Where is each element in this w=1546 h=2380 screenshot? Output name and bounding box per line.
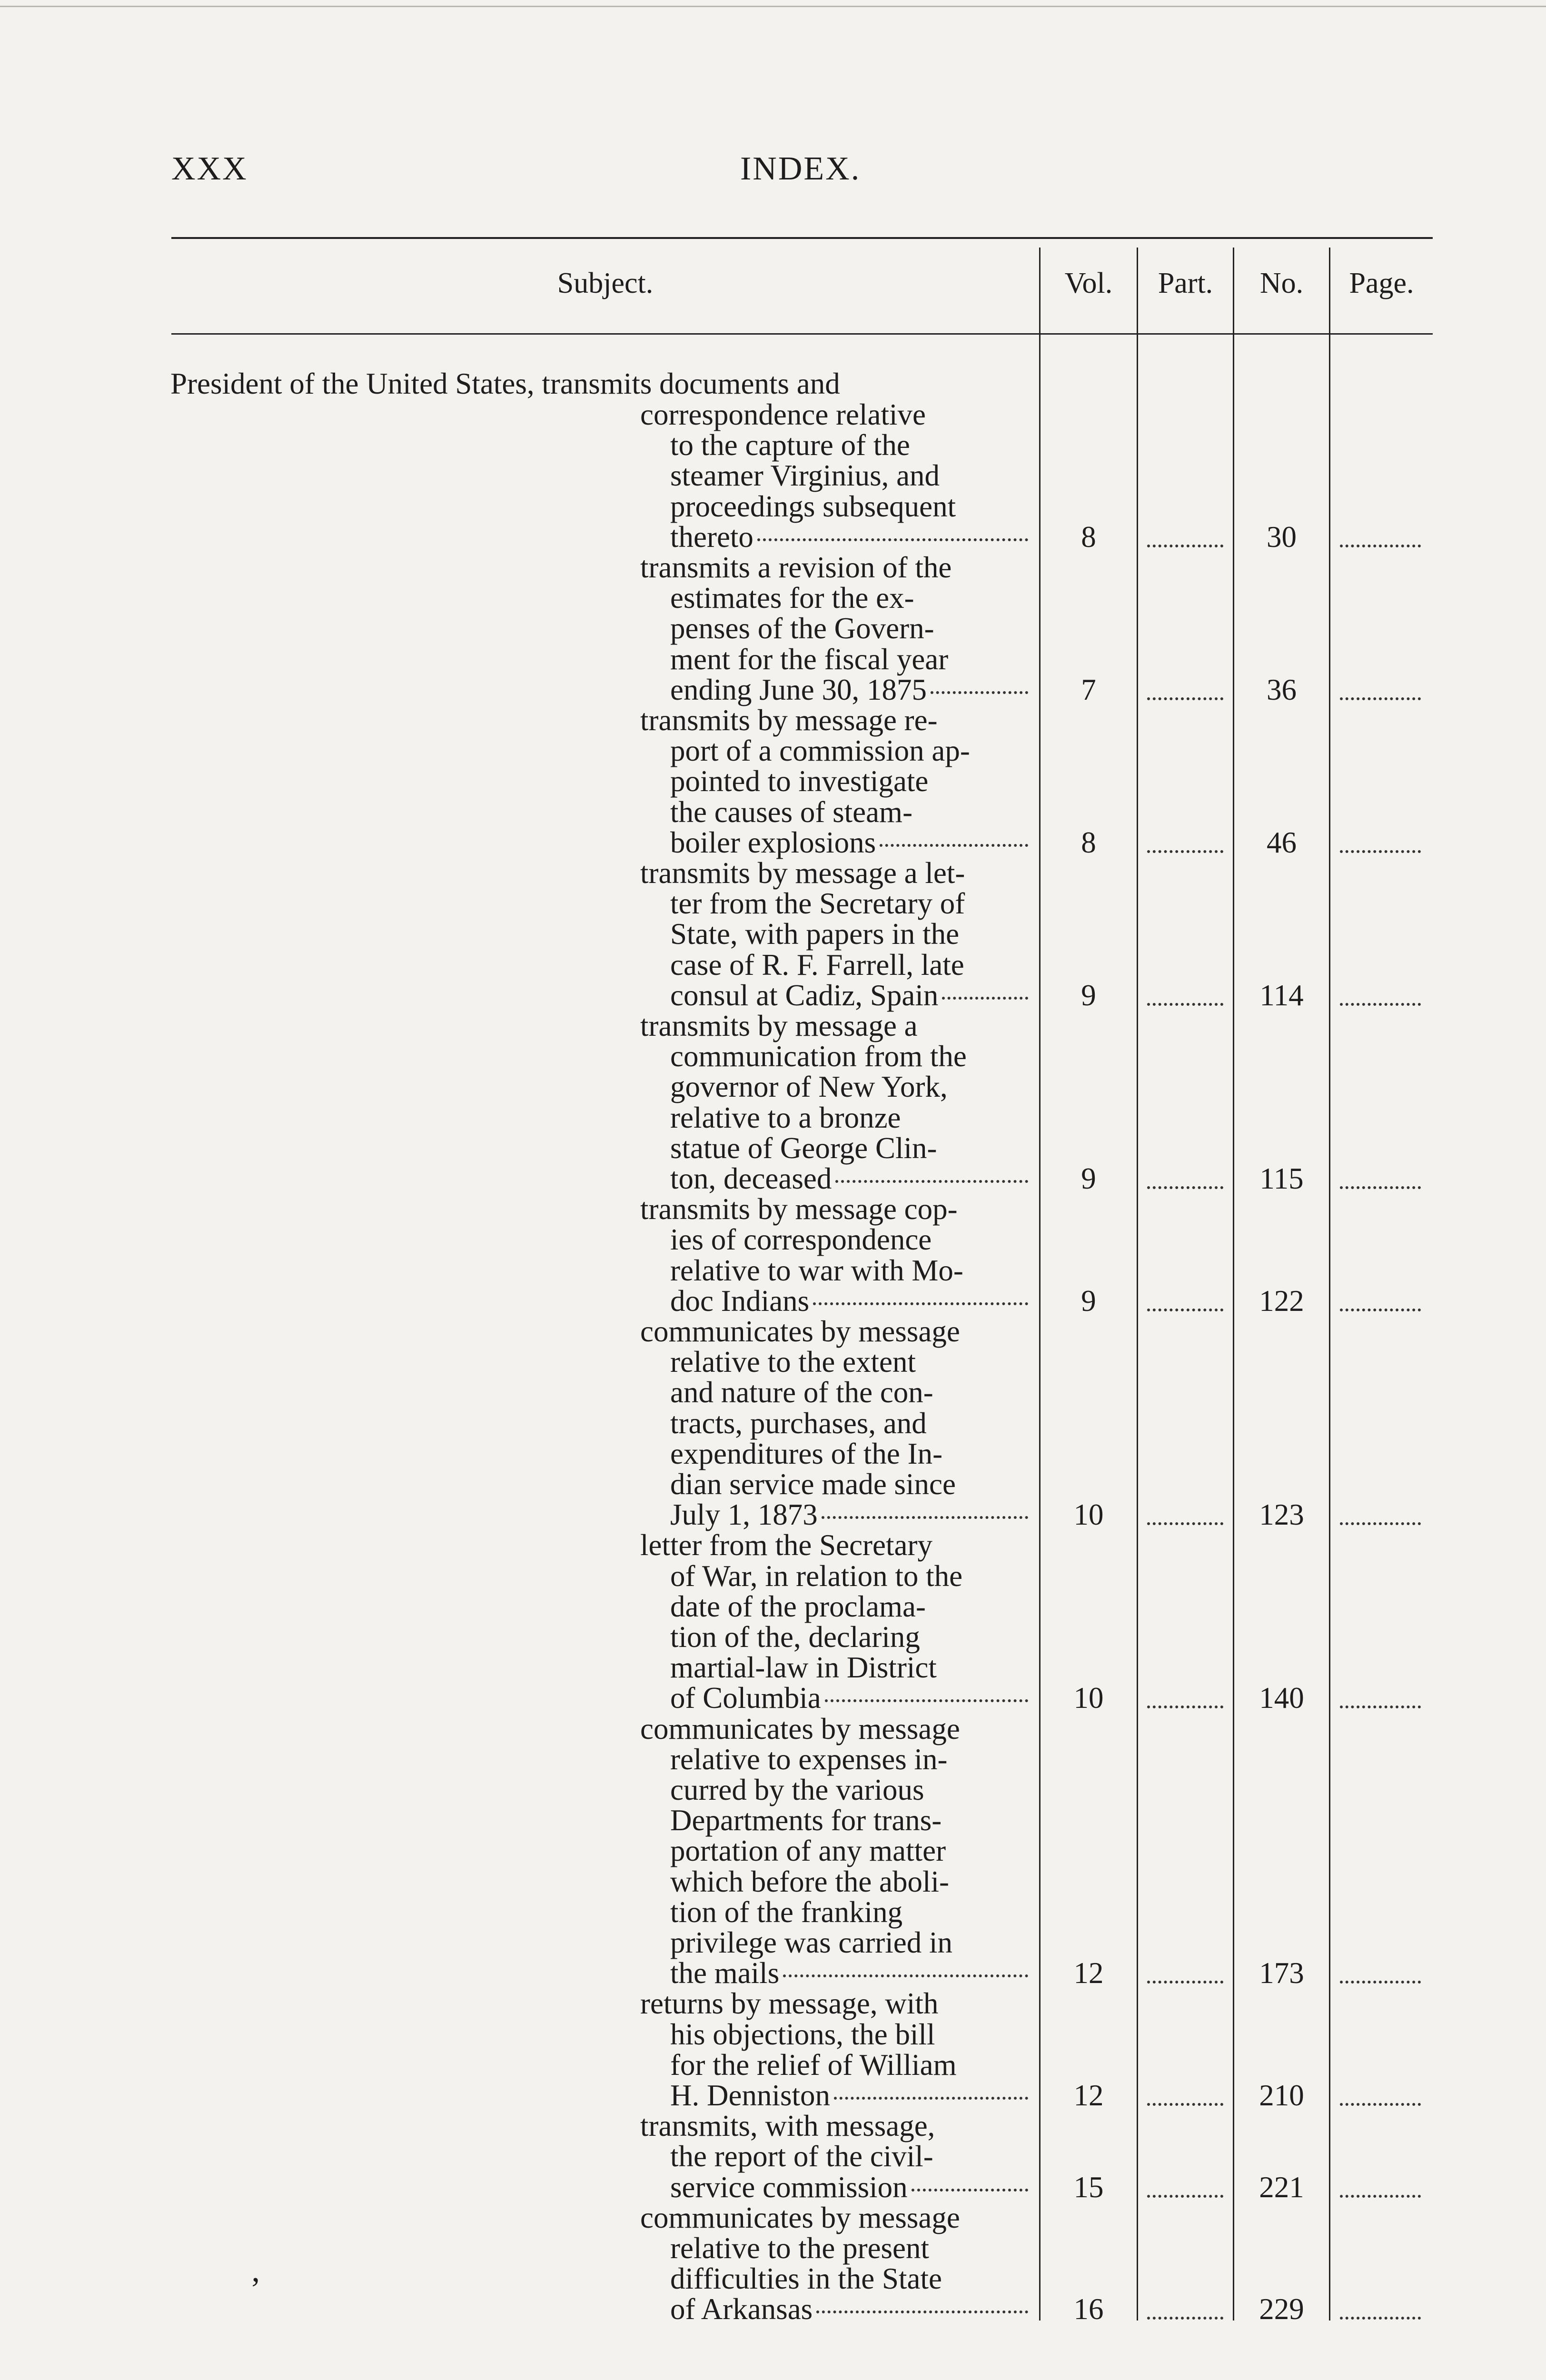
dot-leader: [834, 2097, 1028, 2100]
document-number: 229: [1259, 2292, 1304, 2326]
subentry-line: [670, 825, 1028, 860]
subentry-text: boiler explosions: [670, 825, 876, 859]
page-empty-leader: [1340, 2195, 1421, 2198]
subentry-text: ending June 30, 1875: [670, 673, 927, 706]
volume-number: 8: [1081, 825, 1096, 859]
page-empty-leader: [1340, 2103, 1421, 2106]
subentry-line: relative to the present: [670, 2231, 930, 2265]
subentry-text: July 1, 1873: [670, 1498, 818, 1532]
document-number: 173: [1259, 1956, 1304, 1990]
subentry-line: difficulties in the State: [670, 2262, 942, 2296]
subentry-line: [670, 978, 1028, 1013]
volume-number: 16: [1073, 2292, 1104, 2326]
column-divider-no: [1329, 248, 1330, 2320]
page-empty-leader: [1340, 850, 1421, 853]
page-empty-leader: [1340, 1706, 1421, 1708]
table-top-rule: [171, 237, 1433, 239]
document-number: 210: [1259, 2079, 1304, 2112]
column-header-page: Page.: [1349, 267, 1414, 299]
subentry-line: [670, 1956, 1028, 1991]
volume-number: 9: [1081, 1284, 1096, 1318]
subentry-text: service commission: [670, 2170, 908, 2204]
column-header-no: No.: [1259, 267, 1304, 299]
page-heading: INDEX.: [740, 150, 861, 187]
page-empty-leader: [1340, 697, 1421, 700]
subentry-line: [670, 1681, 1028, 1716]
subentry-line: port of a commission ap-: [670, 734, 970, 768]
dot-leader: [942, 997, 1028, 1000]
document-number: 115: [1259, 1162, 1304, 1195]
subentry-first-line: transmits by message re-: [640, 704, 938, 737]
subentry-first-line: transmits by message a let-: [640, 856, 965, 890]
document-number: 114: [1259, 978, 1304, 1012]
part-empty-leader: [1147, 545, 1223, 547]
column-header-part: Part.: [1158, 267, 1213, 299]
subentry-line: ter from the Secretary of: [670, 887, 965, 921]
subentry-first-line: communicates by message: [640, 1315, 960, 1348]
dot-leader: [813, 1302, 1028, 1305]
subentry-line: [670, 520, 1028, 555]
subentry-text: of Columbia: [670, 1681, 821, 1715]
page-empty-leader: [1340, 1186, 1421, 1189]
subentry-text: doc Indians: [670, 1284, 810, 1318]
subentry-first-line: transmits a revision of the: [640, 551, 952, 584]
subentry-first-line: letter from the Secretary: [640, 1528, 932, 1562]
subentry-line: tracts, purchases, and: [670, 1406, 927, 1440]
volume-number: 9: [1081, 978, 1096, 1012]
page-empty-leader: [1340, 1522, 1421, 1525]
subentry-line: [670, 1161, 1028, 1196]
subentry-text: consul at Cadiz, Spain: [670, 978, 939, 1012]
document-number: 36: [1267, 673, 1297, 706]
subentry-line: [670, 1284, 1028, 1319]
part-empty-leader: [1147, 850, 1223, 853]
document-number: 46: [1267, 825, 1297, 859]
subentry-line: the report of the civil-: [670, 2140, 933, 2173]
subentry-line: State, with papers in the: [670, 917, 960, 951]
subentry-line: relative to the extent: [670, 1345, 916, 1379]
page-top-edge: [0, 6, 1546, 7]
subentry-line: [670, 2170, 1028, 2205]
subentry-line: expenditures of the In-: [670, 1437, 943, 1470]
subentry-line: to the capture of the: [670, 428, 910, 462]
subentry-first-line: transmits, with message,: [640, 2109, 935, 2143]
dot-leader: [931, 691, 1028, 694]
volume-number: 8: [1081, 520, 1096, 554]
subentry-text: the mails: [670, 1956, 780, 1990]
subentry-line: portation of any matter: [670, 1834, 946, 1868]
dot-leader: [880, 844, 1028, 847]
page-number: XXX: [171, 150, 248, 187]
subentry-line: tion of the franking: [670, 1895, 903, 1929]
document-number: 122: [1259, 1284, 1304, 1318]
subentry-line: statue of George Clin-: [670, 1131, 937, 1165]
subentry-line: [670, 673, 1028, 707]
part-empty-leader: [1147, 1706, 1223, 1708]
dot-leader: [783, 1974, 1028, 1977]
dot-leader: [822, 1516, 1028, 1519]
dot-leader: [816, 2311, 1028, 2313]
subentry-line: martial-law in District: [670, 1651, 937, 1685]
volume-number: 12: [1073, 2079, 1104, 2112]
volume-number: 12: [1073, 1956, 1104, 1990]
part-empty-leader: [1147, 2103, 1223, 2106]
document-number: 30: [1267, 520, 1297, 554]
dot-leader: [825, 1699, 1028, 1702]
dot-leader: [912, 2189, 1028, 2192]
subentry-text: of Arkansas: [670, 2292, 813, 2326]
column-header-vol: Vol.: [1064, 267, 1113, 299]
column-divider-vol: [1137, 248, 1138, 2320]
page-empty-leader: [1340, 1003, 1421, 1006]
subentry-line: date of the proclama-: [670, 1589, 926, 1623]
part-empty-leader: [1147, 697, 1223, 700]
subentry-first-line: correspondence relative: [640, 398, 926, 431]
subentry-text: thereto: [670, 520, 753, 554]
subentry-line: privilege was carried in: [670, 1926, 952, 1959]
subentry-first-line: returns by message, with: [640, 1987, 939, 2021]
dot-leader: [757, 538, 1028, 541]
part-empty-leader: [1147, 1186, 1223, 1189]
part-empty-leader: [1147, 1522, 1223, 1525]
subentry-line: tion of the, declaring: [670, 1620, 920, 1654]
subentry-line: steamer Virginius, and: [670, 459, 940, 493]
part-empty-leader: [1147, 2195, 1223, 2198]
subentry-line: relative to a bronze: [670, 1101, 901, 1134]
subentry-line: Departments for trans-: [670, 1804, 942, 1837]
subentry-line: proceedings subsequent: [670, 489, 956, 523]
subentry-line: estimates for the ex-: [670, 581, 914, 615]
subentry-line: ies of correspondence: [670, 1223, 932, 1257]
subentry-line: relative to war with Mo-: [670, 1253, 963, 1287]
subentry-first-line: transmits by message a: [640, 1009, 918, 1042]
subentry-line: [670, 2292, 1028, 2327]
column-header-subject: Subject.: [557, 267, 654, 299]
subentry-line: communication from the: [670, 1040, 967, 1073]
print-speck: ʼ: [250, 2271, 261, 2308]
part-empty-leader: [1147, 1309, 1223, 1311]
page-empty-leader: [1340, 545, 1421, 547]
subentry-line: the causes of steam-: [670, 795, 913, 829]
subentry-line: case of R. F. Farrell, late: [670, 948, 964, 982]
subentry-text: H. Denniston: [670, 2079, 830, 2112]
document-number: 123: [1259, 1498, 1304, 1532]
volume-number: 9: [1081, 1162, 1096, 1195]
page-empty-leader: [1340, 2317, 1421, 2320]
subentry-first-line: communicates by message: [640, 2201, 960, 2234]
subentry-line: governor of New York,: [670, 1070, 948, 1104]
subentry-line: of War, in relation to the: [670, 1559, 963, 1593]
subentry-line: penses of the Govern-: [670, 612, 934, 645]
subentry-line: relative to expenses in-: [670, 1742, 948, 1776]
subentry-first-line: transmits by message cop-: [640, 1192, 958, 1226]
volume-number: 15: [1073, 2170, 1104, 2204]
page-empty-leader: [1340, 1309, 1421, 1311]
subentry-line: pointed to investigate: [670, 764, 929, 798]
part-empty-leader: [1147, 1981, 1223, 1983]
header-bottom-rule: [171, 333, 1433, 335]
volume-number: 10: [1073, 1681, 1104, 1715]
index-entry-heading: President of the United States, transmits documents and: [170, 367, 840, 400]
dot-leader: [835, 1180, 1028, 1183]
subentry-first-line: communicates by message: [640, 1712, 960, 1745]
part-empty-leader: [1147, 2317, 1223, 2320]
subentry-line: ment for the fiscal year: [670, 642, 949, 676]
subentry-line: his objections, the bill: [670, 2017, 935, 2051]
subentry-line: and nature of the con-: [670, 1376, 933, 1409]
volume-number: 7: [1081, 673, 1096, 706]
subentry-line: dian service made since: [670, 1468, 956, 1501]
subentry-line: curred by the various: [670, 1773, 924, 1806]
subentry-line: [670, 1497, 1028, 1532]
subentry-line: for the relief of William: [670, 2048, 957, 2082]
volume-number: 10: [1073, 1498, 1104, 1532]
document-number: 140: [1259, 1681, 1304, 1715]
subentry-line: [670, 2078, 1028, 2113]
page-empty-leader: [1340, 1981, 1421, 1983]
part-empty-leader: [1147, 1003, 1223, 1006]
document-number: 221: [1259, 2170, 1304, 2204]
subentry-line: which before the aboli-: [670, 1864, 950, 1898]
subentry-text: ton, deceased: [670, 1162, 832, 1195]
